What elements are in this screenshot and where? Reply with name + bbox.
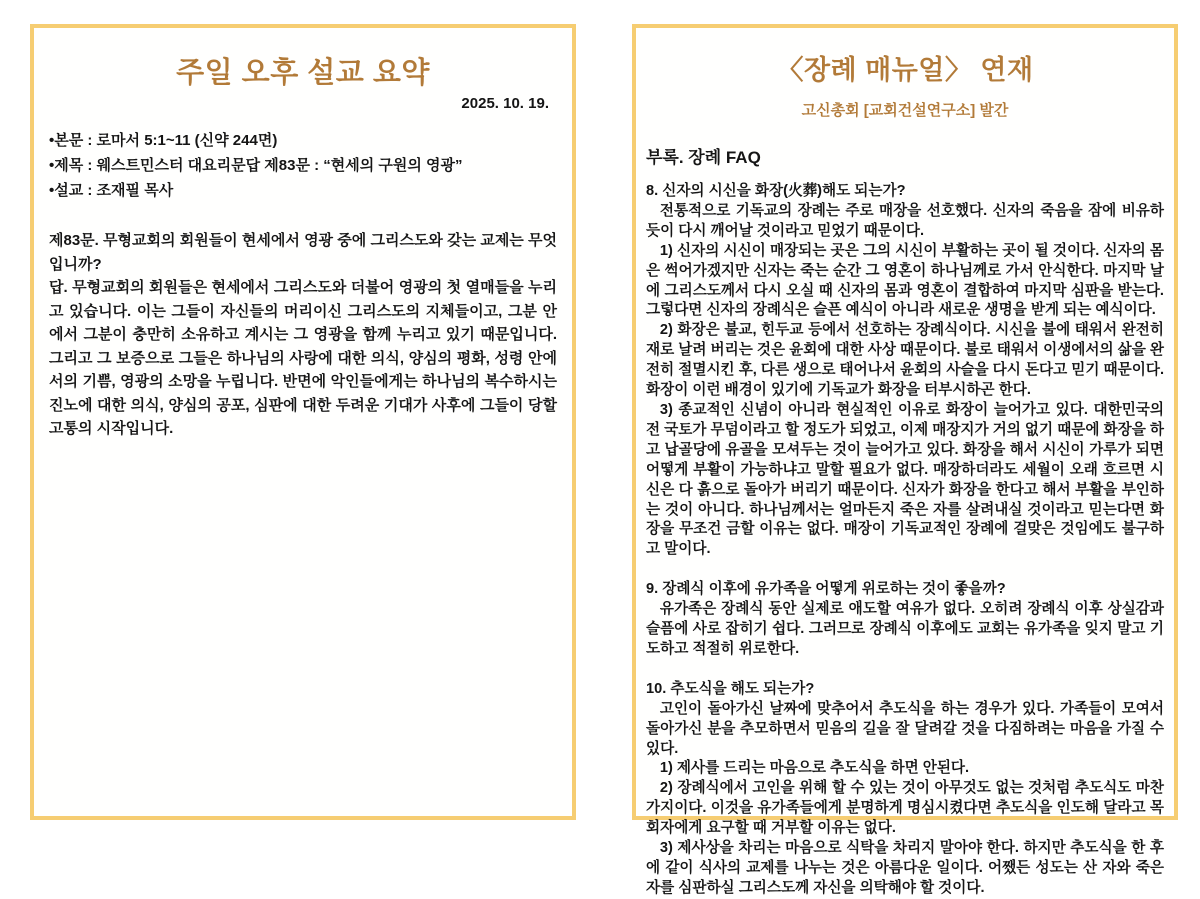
catechism-answer: 답. 무형교회의 회원들은 현세에서 그리스도와 더불어 영광의 첫 열매들을 누리고 있습니다. 이는 그들이 자신들의 머리이신 그리스도의 지체들이고, 그분 안에서 그분이 충만히 소유하고 계시는 그 영광을 함께 누리고 있기 때문입니다. 그리고 그 보증으로 그들은 하나님의 사랑에 대한 의식, 양심의 평화, 성령 안에서의 기쁨, 영광의 소망을 누립니다. 반면에 악인들에게는 하나님의 복수하시는 진노에 대한 의식, 양심의 공포, 심판에 대한 두려운 기대가 사후에 그들이 당할 고통의 시작입니다.	[49, 279, 557, 437]
sermon-body	[49, 229, 557, 441]
faq-paragraph: 1) 신자의 시신이 매장되는 곳은 그의 시신이 부활하는 곳이 될 것이다. 신자의 몸은 썩어가겠지만 신자는 죽는 순간 그 영혼이 하나님께로 가서 안식한다. 마지막 날에 그리스도께서 다시 오실 때 신자의 몸과 영혼이 결합하여 마지막 심판을 받는다. 그렇다면 신자의 장례식은 슬픈 예식이 아니라 새로운 생명을 받게 되는 예식이다.	[646, 242, 1164, 319]
faq-paragraph: 고인이 돌아가신 날짜에 맞추어서 추도식을 하는 경우가 있다. 가족들이 모여서 돌아가신 분을 추모하면서 믿음의 길을 잘 달려갈 것을 다짐하려는 마음을 가질 수 있다.	[646, 700, 1164, 757]
faq-question: 10. 추도식을 해도 되는가?	[646, 680, 815, 697]
appendix-heading: 부록. 장례 FAQ	[646, 148, 761, 167]
faq-section-9	[646, 580, 1164, 660]
faq-paragraph: 3) 제사상을 차리는 마음으로 식탁을 차리지 말아야 한다. 하지만 추도식을 한 후에 같이 식사의 교제를 나누는 것은 아름다운 일이다. 어쨌든 성도는 산 자와 죽은 자를 심판하실 그리스도께 자신을 의탁해야 할 것이다.	[646, 840, 1164, 896]
meta-sermon-title: •제목 : 웨스트민스터 대요리문답 제83문 : “현세의 구원의 영광”	[49, 157, 463, 174]
faq-paragraph: 2) 장례식에서 고인을 위해 할 수 있는 것이 아무것도 없는 것처럼 추도식도 마찬가지이다. 이것을 유가족들에게 분명하게 명심시켰다면 추도식을 인도해 달라고 목회자에게 요구할 때 거부할 이유는 없다.	[646, 780, 1164, 837]
sermon-meta	[49, 128, 557, 203]
faq-paragraph: 전통적으로 기독교의 장례는 주로 매장을 선호했다. 신자의 죽음을 잠에 비유하듯이 다시 깨어날 것이라고 믿었기 때문이다.	[646, 202, 1164, 239]
faq-paragraph: 유가족은 장례식 동안 실제로 애도할 여유가 없다. 오히려 장례식 이후 상실감과 슬픔에 사로 잡히기 쉽다. 그러므로 장례식 이후에도 교회는 유가족을 잊지 말고 기도하고 적절히 위로한다.	[646, 601, 1164, 657]
meta-preacher: •설교 : 조재필 목사	[49, 182, 174, 199]
meta-passage: •본문 : 로마서 5:1~11 (신약 244면)	[49, 132, 278, 149]
faq-paragraph: 3) 종교적인 신념이 아니라 현실적인 이유로 화장이 늘어가고 있다. 대한민국의 전 국토가 무덤이라고 할 정도가 되었고, 이제 매장지가 거의 없기 때문에 화장을 하고 납골당에 유골을 모셔두는 것이 늘어가고 있다. 화장을 해서 시신이 가루가 되면 어떻게 부활이 가능하냐고 말할 필요가 없다. 매장하더라도 세월이 오래 흐르면 시신은 다 흙으로 돌아가 버리기 때문이다. 신자가 화장을 한다고 해서 부활을 부인하는 것이 아니다. 하나님께서는 얼마든지 죽은 자를 살려내실 것이라고 믿는다면 화장을 무조건 금할 이유는 없다. 매장이 기독교적인 장례에 걸맞은 것임에도 불구하고 말이다.	[646, 401, 1164, 558]
faq-sections	[646, 182, 1164, 899]
sermon-summary-page	[30, 24, 576, 820]
date: 2025. 10. 19.	[461, 95, 549, 112]
funeral-manual-content	[636, 54, 1174, 899]
catechism-question: 제83문. 무형교회의 회원들이 현세에서 영광 중에 그리스도와 갖는 교제는 무엇입니까?	[49, 232, 557, 273]
faq-paragraph: 2) 화장은 불교, 힌두교 등에서 선호하는 장례식이다. 시신을 불에 태워서 완전히 재로 날려 버리는 것은 윤회에 대한 사상 때문이다. 불로 태워서 이생에서의 삶을 완전히 절멸시킨 후, 다른 생으로 태어나서 윤회의 사슬을 다시 돈다고 믿기 때문이다. 화장이 이런 배경이 있기에 기독교가 화장을 터부시하곤 한다.	[646, 322, 1164, 399]
sermon-summary-content	[34, 56, 572, 441]
faq-section-8	[646, 182, 1164, 560]
page-title: 주일 오후 설교 요약	[176, 57, 430, 89]
faq-paragraph: 1) 제사를 드리는 마음으로 추도식을 하면 안된다.	[659, 760, 970, 777]
faq-section-10	[646, 680, 1164, 899]
faq-question: 9. 장례식 이후에 유가족을 어떻게 위로하는 것이 좋을까?	[646, 581, 1006, 598]
funeral-manual-page	[632, 24, 1178, 896]
publisher-subtitle: 고신총회 [교회건설연구소] 발간	[801, 102, 1009, 119]
page-title: 〈장례 매뉴얼〉 연재	[776, 55, 1034, 85]
faq-question: 8. 신자의 시신을 화장(火葬)해도 되는가?	[646, 183, 906, 199]
